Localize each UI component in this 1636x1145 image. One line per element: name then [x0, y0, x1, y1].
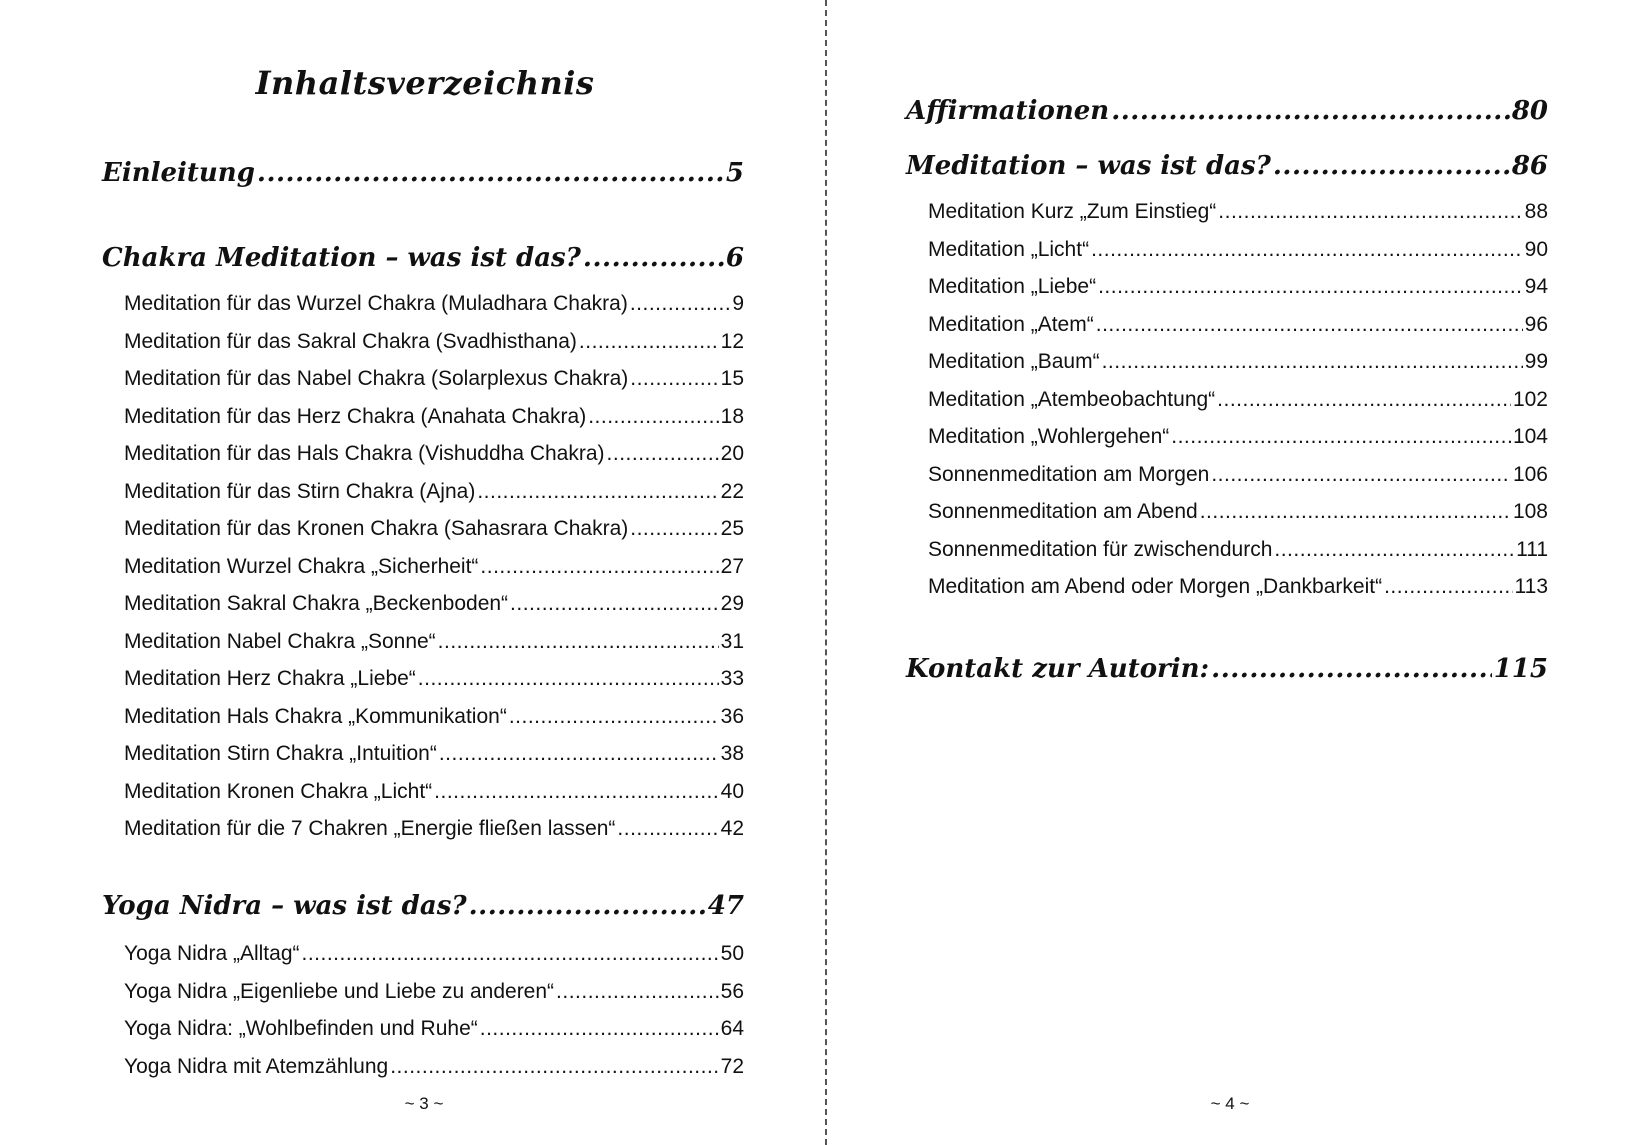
toc-page-number: 94 [1524, 275, 1548, 298]
leader-dots [1111, 94, 1510, 128]
leader-dots [588, 403, 718, 431]
page-title: Inhaltsverzeichnis [255, 64, 595, 102]
leader-dots [1200, 498, 1511, 526]
toc-heading-label: Yoga Nidra – was ist das? [102, 891, 467, 921]
toc-entry-label: Meditation Wurzel Chakra „Sicherheit“ [124, 554, 479, 578]
page-number: ~ 3 ~ [404, 1094, 444, 1113]
toc-entry[interactable] [124, 940, 744, 968]
leader-dots [630, 290, 730, 318]
toc-entry[interactable] [124, 740, 744, 768]
leader-dots [1273, 149, 1510, 183]
toc-page-number: 102 [1512, 387, 1548, 411]
toc-heading-chakra[interactable] [102, 241, 744, 275]
toc-page-number: 29 [720, 592, 744, 615]
toc-entry[interactable] [124, 553, 744, 581]
toc-entry[interactable] [928, 423, 1548, 451]
leader-dots [1218, 198, 1522, 226]
leader-dots [418, 665, 719, 693]
toc-heading-label: Kontakt zur Autorin: [906, 654, 1210, 684]
toc-page-number: 72 [720, 1054, 744, 1078]
leader-dots [1384, 573, 1512, 601]
toc-page-number: 88 [1524, 200, 1548, 223]
toc-entry-label: Meditation für das Hals Chakra (Vishuddha Chakra) [124, 442, 605, 465]
toc-page-number: 64 [720, 1017, 744, 1040]
leader-dots [630, 515, 718, 543]
leader-dots [438, 628, 719, 656]
toc-heading-label: Chakra Meditation – was ist das? [102, 243, 581, 273]
leader-dots [1274, 536, 1514, 564]
toc-page-number: 15 [720, 367, 744, 390]
toc-entry-label: Yoga Nidra „Eigenliebe und Liebe zu anderen“ [124, 979, 555, 1003]
right-page [828, 0, 1636, 1145]
toc-entry-label: Meditation für das Herz Chakra (Anahata Chakra) [124, 404, 587, 428]
page-divider [825, 0, 827, 1145]
leader-dots [630, 365, 718, 393]
toc-entry-label: Meditation Nabel Chakra „Sonne“ [124, 629, 436, 653]
toc-entry[interactable] [928, 573, 1548, 601]
toc-entry-label: Yoga Nidra „Alltag“ [124, 942, 300, 965]
toc-entry[interactable] [928, 498, 1548, 526]
toc-entry[interactable] [928, 386, 1548, 414]
toc-page-number: 33 [720, 667, 744, 690]
toc-page-number: 20 [720, 442, 744, 465]
toc-page-number: 42 [720, 817, 744, 840]
toc-page-number: 12 [720, 329, 744, 353]
leader-dots [1211, 461, 1511, 489]
toc-entry-label: Meditation für das Nabel Chakra (Solarplexus Chakra) [124, 367, 629, 390]
toc-entry-label: Yoga Nidra mit Atemzählung [124, 1054, 389, 1078]
toc-entry-label: Meditation „Liebe“ [928, 275, 1097, 298]
toc-entry-label: Sonnenmeditation am Abend [928, 500, 1198, 523]
toc-page-number: 90 [1524, 237, 1548, 261]
toc-entry-label: Meditation „Wohlergehen“ [928, 425, 1170, 448]
toc-heading-einleitung[interactable] [102, 156, 744, 190]
leader-dots [439, 740, 719, 768]
toc-entry[interactable] [124, 515, 744, 543]
toc-page-number: 108 [1512, 500, 1548, 523]
toc-page-number: 40 [720, 779, 744, 803]
toc-entry-label: Meditation für das Kronen Chakra (Sahasrara Chakra) [124, 517, 629, 540]
leader-dots [477, 478, 718, 506]
toc-entry[interactable] [928, 536, 1548, 564]
toc-entry[interactable] [124, 478, 744, 506]
toc-page-number: 80 [1511, 96, 1548, 126]
toc-page-number: 36 [720, 704, 744, 728]
toc-page-number: 111 [1516, 537, 1548, 561]
toc-page-number: 6 [725, 243, 744, 273]
toc-entry-label: Meditation „Atem“ [928, 312, 1094, 336]
toc-entry[interactable] [124, 440, 744, 468]
toc-heading-yoga-nidra[interactable] [102, 889, 744, 923]
toc-entry[interactable] [124, 815, 744, 843]
leader-dots [1211, 652, 1492, 686]
toc-entry-label: Sonnenmeditation am Morgen [928, 462, 1210, 486]
toc-entry-label: Meditation Sakral Chakra „Beckenboden“ [124, 592, 509, 615]
page-number: ~ 4 ~ [1210, 1094, 1250, 1113]
toc-entry-label: Meditation für das Wurzel Chakra (Muladhara Chakra) [124, 292, 628, 315]
toc-entry-label: Meditation „Atembeobachtung“ [928, 387, 1216, 411]
leader-dots [1098, 273, 1523, 301]
toc-page-number: 47 [707, 891, 744, 921]
toc-page-number: 99 [1524, 350, 1548, 373]
leader-dots [469, 889, 706, 923]
toc-entry-label: Meditation für das Sakral Chakra (Svadhisthana) [124, 329, 577, 353]
toc-page-number: 25 [720, 517, 744, 540]
toc-heading-meditation[interactable] [906, 149, 1548, 183]
toc-page-number: 27 [720, 554, 744, 578]
toc-page-number: 86 [1511, 151, 1548, 181]
toc-entry-label: Meditation für das Stirn Chakra (Ajna) [124, 479, 476, 503]
toc-entry[interactable] [124, 1015, 744, 1043]
toc-entry-label: Sonnenmeditation für zwischendurch [928, 537, 1273, 561]
toc-page-number: 56 [720, 979, 744, 1003]
leader-dots [390, 1053, 718, 1081]
leader-dots [509, 703, 719, 731]
toc-entry-label: Yoga Nidra: „Wohlbefinden und Ruhe“ [124, 1017, 478, 1040]
toc-page-number: 115 [1493, 654, 1548, 684]
toc-entry[interactable] [928, 236, 1548, 264]
toc-entry[interactable] [124, 403, 744, 431]
toc-entry[interactable] [928, 348, 1548, 376]
toc-page-number: 22 [720, 479, 744, 503]
toc-entry-label: Meditation Hals Chakra „Kommunikation“ [124, 704, 507, 728]
leader-dots [1171, 423, 1511, 451]
toc-heading-affirmationen[interactable] [906, 94, 1548, 128]
toc-page-number: 5 [725, 158, 744, 188]
toc-heading-label: Meditation – was ist das? [906, 151, 1271, 181]
leader-dots [480, 553, 718, 581]
toc-entry[interactable] [928, 198, 1548, 226]
toc-page-number: 9 [732, 292, 744, 315]
toc-entry[interactable] [124, 290, 744, 318]
toc-entry-label: Meditation für die 7 Chakren „Energie fließen lassen“ [124, 817, 616, 840]
leader-dots [302, 940, 719, 968]
toc-entry[interactable] [124, 1053, 744, 1081]
toc-page-number: 104 [1512, 425, 1548, 448]
toc-entry-label: Meditation Herz Chakra „Liebe“ [124, 667, 416, 690]
leader-dots [1102, 348, 1523, 376]
toc-entry[interactable] [928, 273, 1548, 301]
toc-page-number: 96 [1524, 312, 1548, 336]
toc-entry[interactable] [124, 328, 744, 356]
toc-entry[interactable] [124, 665, 744, 693]
toc-heading-label: Einleitung [102, 158, 255, 188]
leader-dots [1091, 236, 1523, 264]
toc-page-number: 113 [1514, 575, 1548, 598]
toc-entry[interactable] [124, 703, 744, 731]
leader-dots [1217, 386, 1511, 414]
leader-dots [257, 156, 724, 190]
toc-page-number: 31 [720, 629, 744, 653]
toc-entry[interactable] [124, 978, 744, 1006]
toc-entry-label: Meditation Kronen Chakra „Licht“ [124, 779, 433, 803]
leader-dots [556, 978, 719, 1006]
toc-page-number: 38 [720, 742, 744, 765]
leader-dots [579, 328, 719, 356]
toc-entry[interactable] [124, 590, 744, 618]
toc-entry[interactable] [124, 778, 744, 806]
leader-dots [617, 815, 718, 843]
toc-entry-label: Meditation am Abend oder Morgen „Dankbarkeit“ [928, 575, 1383, 598]
leader-dots [607, 440, 719, 468]
toc-page-number: 18 [720, 404, 744, 428]
toc-entry-label: Meditation Kurz „Zum Einstieg“ [928, 200, 1217, 223]
toc-page-number: 50 [720, 942, 744, 965]
toc-entry-label: Meditation Stirn Chakra „Intuition“ [124, 742, 437, 765]
toc-entry-label: Meditation „Licht“ [928, 237, 1090, 261]
toc-entry[interactable] [928, 461, 1548, 489]
leader-dots [1096, 311, 1523, 339]
toc-page-number: 106 [1512, 462, 1548, 486]
leader-dots [583, 241, 724, 275]
leader-dots [480, 1015, 719, 1043]
toc-heading-label: Affirmationen [906, 96, 1110, 126]
leader-dots [434, 778, 718, 806]
toc-heading-kontakt[interactable] [906, 652, 1548, 686]
toc-entry[interactable] [124, 365, 744, 393]
toc-entry[interactable] [124, 628, 744, 656]
toc-entry-label: Meditation „Baum“ [928, 350, 1100, 373]
toc-entry[interactable] [928, 311, 1548, 339]
leader-dots [510, 590, 719, 618]
